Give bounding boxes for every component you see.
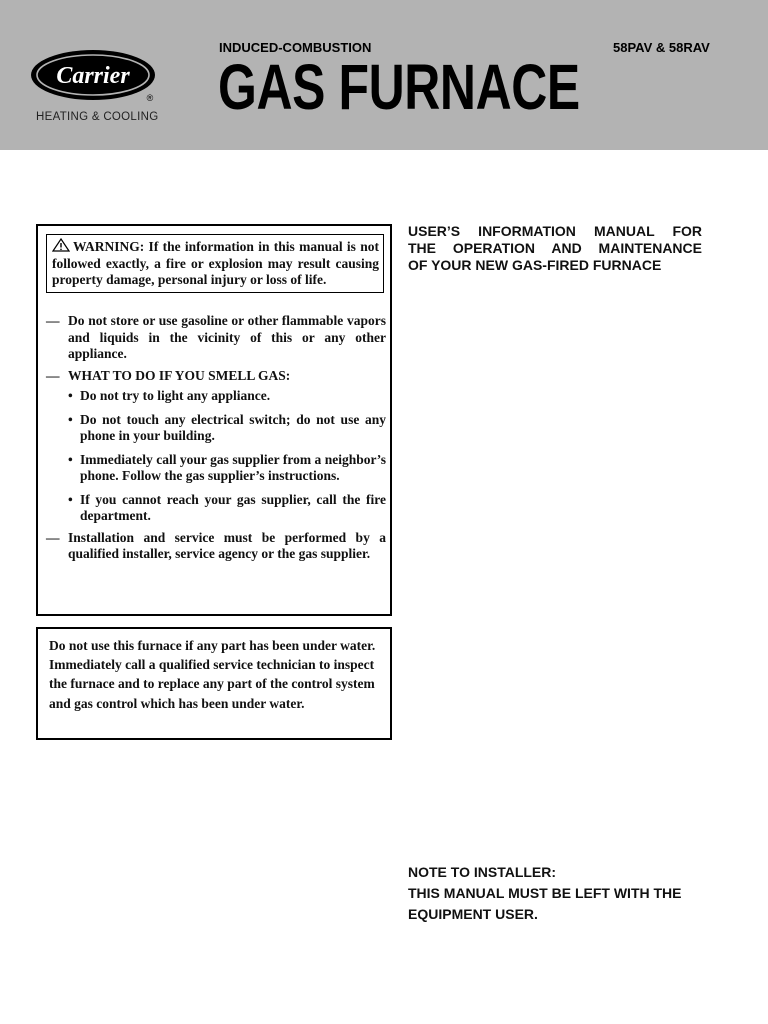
list-item (68, 388, 386, 405)
logo-wordmark: Carrier (56, 63, 130, 89)
list-item-text: Do not touch any electrical switch; do not use any phone in your building. (80, 411, 386, 443)
page-title: GAS FURNACE (218, 51, 580, 123)
manual-title-line: OF YOUR NEW GAS-FIRED FURNACE (408, 257, 662, 273)
list-item (68, 452, 386, 485)
warning-statement (46, 234, 384, 293)
safety-warning-box (36, 224, 392, 616)
header-band (0, 0, 768, 150)
list-item (68, 412, 386, 445)
registered-mark: ® (146, 93, 154, 103)
manual-title-line: THE OPERATION AND MAINTENANCE (408, 240, 702, 256)
list-item (68, 492, 386, 525)
rule-text: Do not store or use gasoline or other flammable vapors and liquids in the vicinity of this or any other appliance. (68, 313, 386, 361)
product-subtitle: INDUCED-COMBUSTION (219, 40, 372, 55)
bullet-marker: • (68, 411, 73, 427)
bullet-marker: • (68, 491, 73, 507)
carrier-logo (30, 48, 160, 106)
rule-text: WHAT TO DO IF YOU SMELL GAS: (68, 367, 291, 383)
installer-note-heading: NOTE TO INSTALLER: (408, 864, 557, 880)
installer-note (408, 862, 728, 925)
warning-text: WARNING: If the information in this manual is not followed exactly, a fire or explosion may result causing property damage, personal injury or loss of life. (52, 239, 379, 287)
list-item-text: Do not try to light any appliance. (80, 388, 271, 403)
bullet-marker: • (68, 451, 73, 467)
brand-tagline: HEATING & COOLING (36, 111, 159, 123)
rule-item (46, 313, 386, 363)
rule-item (46, 368, 386, 525)
list-item-text: If you cannot reach your gas supplier, call the fire department. (80, 491, 386, 523)
manual-title (408, 223, 702, 274)
dash-marker: — (46, 313, 60, 328)
dash-marker: — (46, 529, 60, 545)
gas-smell-steps (68, 388, 386, 525)
rule-item (46, 530, 386, 563)
warning-rules (46, 313, 386, 568)
bullet-marker: • (68, 388, 73, 403)
model-numbers: 58PAV & 58RAV (613, 40, 710, 55)
list-item-text: Immediately call your gas supplier from a neighbor’s phone. Follow the gas supplier’s instructions. (80, 451, 386, 483)
installer-note-body: THIS MANUAL MUST BE LEFT WITH THE EQUIPMENT USER. (408, 885, 682, 922)
manual-title-line: USER’S INFORMATION MANUAL FOR (408, 223, 702, 239)
rule-text: Installation and service must be performed by a qualified installer, service agency or the gas supplier. (68, 529, 386, 561)
warning-triangle-icon (52, 238, 70, 252)
dash-marker: — (46, 367, 60, 383)
water-damage-notice: Do not use this furnace if any part has been under water. Immediately call a qualified service technician to inspect the furnace and to replace any part of the control system and gas control which has been under water. (36, 627, 392, 740)
